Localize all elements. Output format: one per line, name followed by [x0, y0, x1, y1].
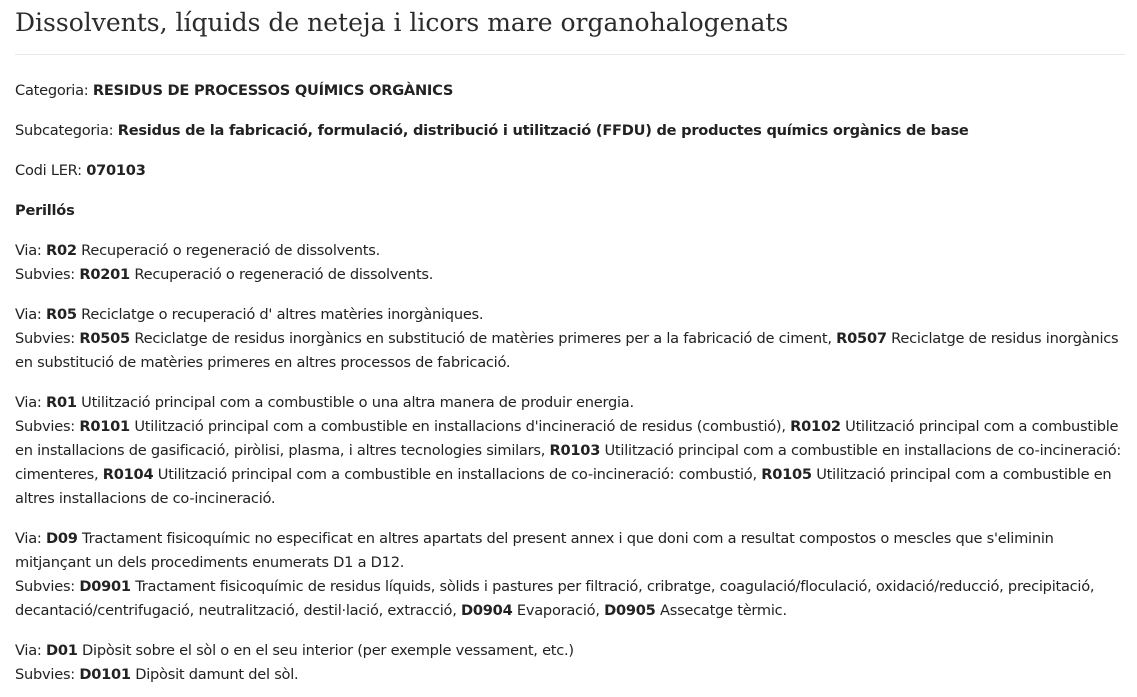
category-label: Categoria: [15, 82, 89, 99]
subroute-code: R0507 [836, 330, 887, 347]
route-block [15, 639, 1125, 687]
subcategory-label: Subcategoria: [15, 122, 114, 139]
subroute-code: R0505 [79, 330, 130, 347]
subroute-code: R0102 [790, 418, 841, 435]
subcategory-value: Residus de la fabricació, formulació, distribució i utilització (FFDU) de productes químics orgànics de base [117, 122, 969, 139]
route-label: Via: [15, 306, 42, 323]
subroutes-line [15, 663, 1125, 687]
subroute-code: R0104 [102, 466, 154, 483]
route-block [15, 303, 1125, 375]
subroute-description: Utilització principal com a combustible en installacions de gasificació, piròlisi, plasma, i altres tecnologies similars, [15, 418, 1119, 459]
subroute-code: D0901 [79, 578, 131, 595]
route-code: D09 [45, 530, 78, 547]
subroute-description: Utilització principal com a combustible en installacions d'incineració de residus (combustió), [134, 418, 786, 435]
subroute-code: D0101 [79, 666, 131, 683]
category-line [15, 79, 1125, 103]
subroute-code: R0105 [761, 466, 812, 483]
page-title: Dissolvents, líquids de neteja i licors mare organohalogenats [15, 0, 1125, 55]
subroute-code: D0905 [604, 602, 656, 619]
subroutes-line [15, 263, 1125, 287]
subroutes-label: Subvies: [15, 266, 75, 283]
subroute-description: Evaporació, [516, 602, 600, 619]
route-code: R01 [45, 394, 77, 411]
route-block [15, 527, 1125, 623]
subroute-description: Tractament fisicoquímic de residus líquids, sòlids i pastures per filtració, cribratge, coagulació/floculació, oxidació/reducció, precipitació, decantació/centrifugació, neutralització, destil·lació, extracció, [15, 578, 1095, 619]
route-label: Via: [15, 642, 42, 659]
subroute-description: Utilització principal com a combustible en installacions de co-incineració: cimenteres, [15, 442, 1122, 483]
ler-code-label: Codi LER: [15, 162, 82, 179]
subroute-code: D0904 [461, 602, 513, 619]
route-description: Tractament fisicoquímic no especificat en altres apartats del present annex i que doni com a resultat compostos o mescles que s'eliminin mitjançant un dels procediments enumerats D1 a D12. [15, 530, 1054, 571]
subroutes-label: Subvies: [15, 578, 75, 595]
subroute-description: Utilització principal com a combustible en installacions de co-incineració: combustió, [157, 466, 757, 483]
subroute-code: R0201 [79, 266, 130, 283]
ler-code-value: 070103 [86, 162, 146, 179]
subroute-description: Reciclatge de residus inorgànics en substitució de matèries primeres per a la fabricació de ciment, [134, 330, 832, 347]
route-line [15, 639, 1125, 663]
waste-metadata [15, 79, 1125, 223]
route-block [15, 239, 1125, 287]
subroute-description: Utilització principal com a combustible en altres installacions de co-incineració. [15, 466, 1112, 507]
route-block [15, 391, 1125, 511]
route-description: Dipòsit sobre el sòl o en el seu interior (per exemple vessament, etc.) [82, 642, 574, 659]
route-code: R05 [45, 306, 77, 323]
route-line [15, 303, 1125, 327]
route-label: Via: [15, 530, 42, 547]
route-label: Via: [15, 394, 42, 411]
subroutes-line [15, 575, 1125, 623]
subroute-description: Recuperació o regeneració de dissolvents. [134, 266, 434, 283]
subcategory-line [15, 119, 1125, 143]
route-code: D01 [45, 642, 78, 659]
route-line [15, 239, 1125, 263]
category-value: RESIDUS DE PROCESSOS QUÍMICS ORGÀNICS [92, 82, 454, 99]
route-line [15, 527, 1125, 575]
subroutes-line [15, 415, 1125, 511]
subroutes-label: Subvies: [15, 418, 75, 435]
hazard-status: Perillós [15, 202, 75, 219]
subroute-description: Assecatge tèrmic. [659, 602, 787, 619]
ler-code-line [15, 159, 1125, 183]
subroute-description: Dipòsit damunt del sòl. [135, 666, 299, 683]
route-description: Reciclatge o recuperació d' altres matèries inorgàniques. [81, 306, 484, 323]
subroute-code: R0103 [549, 442, 601, 459]
route-label: Via: [15, 242, 42, 259]
treatment-routes [15, 239, 1125, 687]
route-description: Utilització principal com a combustible o una altra manera de produir energia. [81, 394, 634, 411]
route-line [15, 391, 1125, 415]
hazard-line [15, 199, 1125, 223]
subroute-code: R0101 [79, 418, 130, 435]
route-description: Recuperació o regeneració de dissolvents. [81, 242, 380, 259]
route-code: R02 [45, 242, 77, 259]
subroutes-label: Subvies: [15, 330, 75, 347]
subroutes-line [15, 327, 1125, 375]
subroutes-label: Subvies: [15, 666, 75, 683]
subroute-description: Reciclatge de residus inorgànics en substitució de matèries primeres en altres processos de fabricació. [15, 330, 1119, 371]
